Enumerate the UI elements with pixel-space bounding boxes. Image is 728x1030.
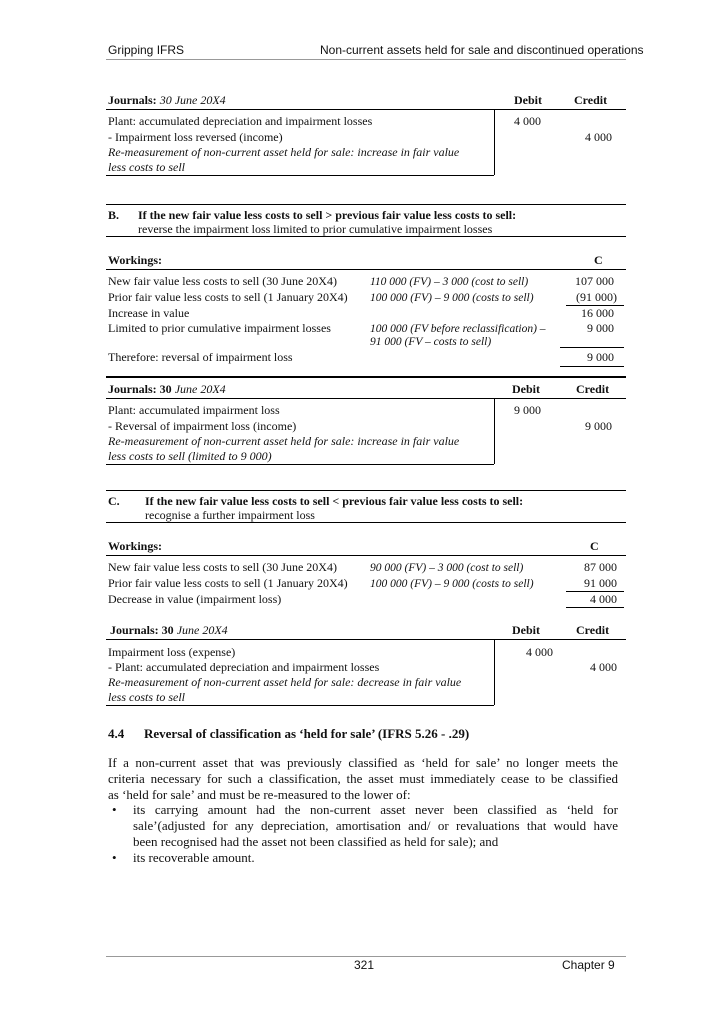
credit-header: Credit	[574, 93, 608, 107]
journal-line-credit-account: - Reversal of impairment loss (income)	[108, 419, 297, 433]
workings-header-rule	[106, 555, 626, 556]
journal-title-date: 30 June 20X4	[159, 93, 226, 107]
journal-line-debit-account: Plant: accumulated depreciation and impairment losses	[108, 114, 373, 128]
journal-title-label: Journals:	[108, 93, 157, 107]
workings-row-value: 9 000	[587, 321, 614, 335]
workings-row-calc: 90 000 (FV) – 3 000 (cost to sell)	[370, 562, 524, 574]
total-underline	[560, 366, 624, 367]
workings-row-label: Limited to prior cumulative impairment losses	[108, 321, 331, 335]
section-number: 4.4	[108, 726, 125, 741]
workings-row-calc: 100 000 (FV before reclassification) –	[370, 323, 546, 335]
section-b-subheading: reverse the impairment loss limited to prior cumulative impairment losses	[138, 222, 493, 236]
journal-title-label: Journals: 30	[108, 382, 172, 396]
credit-header: Credit	[576, 623, 610, 637]
header-chapter-title: Non-current assets held for sale and discontinued operations	[320, 43, 644, 57]
journal-bottom-rule	[106, 705, 494, 706]
journal-narration-line1: Re-measurement of non-current asset held for sale: increase in fair value	[108, 434, 460, 448]
workings-row-value: 9 000	[587, 350, 614, 364]
journal-title	[108, 382, 226, 397]
workings-label: Workings:	[108, 539, 163, 553]
workings-row-value: 107 000	[575, 274, 614, 288]
bullet-text: been recognised had the asset not been classified as held for sale); and	[133, 834, 499, 849]
journal-line-credit-amount: 4 000	[585, 130, 612, 144]
journal-header-rule	[106, 639, 626, 640]
journal-column-divider	[494, 109, 495, 175]
footer-chapter: Chapter 9	[562, 958, 615, 972]
section-b-heading: If the new fair value less costs to sell > previous fair value less costs to sell:	[138, 208, 517, 222]
workings-row-value: 91 000	[584, 576, 617, 590]
section-c-heading: If the new fair value less costs to sell < previous fair value less costs to sell:	[145, 494, 524, 508]
workings-column-c: C	[594, 253, 603, 267]
workings-row-calc: 100 000 (FV) – 9 000 (costs to sell)	[370, 292, 534, 304]
workings-row-label: Prior fair value less costs to sell (1 January 20X4)	[108, 576, 348, 590]
journal-narration-line2: less costs to sell (limited to 9 000)	[108, 449, 272, 463]
credit-header: Credit	[576, 382, 610, 396]
journal-line-debit-account: Plant: accumulated impairment loss	[108, 403, 280, 417]
workings-row-calc: 100 000 (FV) – 9 000 (costs to sell)	[370, 578, 534, 590]
workings-row-label: Decrease in value (impairment loss)	[108, 592, 282, 606]
section-b-top-rule	[106, 204, 626, 205]
section-c-bottom-rule	[106, 522, 626, 523]
header-rule	[106, 59, 626, 60]
journal-line-debit-amount: 4 000	[526, 645, 553, 659]
bullet-text: its carrying amount had the non-current asset never been classified as ‘held for	[133, 802, 618, 817]
paragraph-line: criteria necessary for such a classification, the asset must immediately cease to be classified	[108, 771, 618, 786]
section-c-letter: C.	[108, 494, 120, 508]
paragraph-line: If a non-current asset that was previously classified as ‘held for sale’ no longer meets the	[108, 755, 618, 770]
journal-narration-line2: less costs to sell	[108, 160, 185, 174]
workings-label: Workings:	[108, 253, 163, 267]
journal-title-label: Journals: 30	[110, 623, 174, 637]
bullet-text: sale’(adjusted for any depreciation, amortisation and/ or revaluations that would have	[133, 818, 618, 833]
bullet-icon: •	[112, 802, 117, 817]
journal-column-divider	[494, 398, 495, 464]
journal-column-divider	[494, 639, 495, 705]
workings-row-label: Therefore: reversal of impairment loss	[108, 350, 293, 364]
journal-line-credit-amount: 9 000	[585, 419, 612, 433]
journal-line-debit-amount: 9 000	[514, 403, 541, 417]
journal-b-top-rule	[106, 376, 626, 378]
workings-row-calc-cont: 91 000 (FV – costs to sell)	[370, 336, 492, 348]
section-c-top-rule	[106, 490, 626, 491]
footer-rule	[106, 956, 626, 957]
page-number: 321	[354, 958, 375, 972]
workings-header-rule	[106, 269, 626, 270]
journal-line-debit-amount: 4 000	[514, 114, 541, 128]
workings-row-label: New fair value less costs to sell (30 June 20X4)	[108, 274, 337, 288]
total-underline	[566, 607, 624, 608]
workings-row-value: (91 000)	[576, 290, 617, 304]
section-c-subheading: recognise a further impairment loss	[145, 508, 315, 522]
workings-row-value: 87 000	[584, 560, 617, 574]
journal-header-rule	[106, 398, 626, 399]
journal-header-rule	[106, 109, 626, 110]
journal-line-debit-account: Impairment loss (expense)	[108, 645, 236, 659]
workings-row-label: New fair value less costs to sell (30 June 20X4)	[108, 560, 337, 574]
workings-row-value: 4 000	[590, 592, 617, 606]
journal-title	[108, 93, 226, 108]
section-b-letter: B.	[108, 208, 120, 222]
header-title: Gripping IFRS	[108, 43, 185, 57]
bullet-text: its recoverable amount.	[133, 850, 255, 865]
section-b-bottom-rule	[106, 236, 626, 237]
bullet-icon: •	[112, 850, 117, 865]
workings-column-c: C	[590, 539, 599, 553]
journal-line-credit-account: - Impairment loss reversed (income)	[108, 130, 283, 144]
debit-header: Debit	[512, 382, 540, 396]
workings-row-calc: 110 000 (FV) – 3 000 (cost to sell)	[370, 276, 529, 288]
debit-header: Debit	[514, 93, 542, 107]
journal-narration-line1: Re-measurement of non-current asset held for sale: decrease in fair value	[108, 675, 462, 689]
section-title: Reversal of classification as ‘held for sale’ (IFRS 5.26 - .29)	[144, 726, 470, 741]
journal-line-credit-account: - Plant: accumulated depreciation and impairment losses	[108, 660, 380, 674]
journal-bottom-rule	[106, 175, 494, 176]
workings-row-label: Prior fair value less costs to sell (1 January 20X4)	[108, 290, 348, 304]
journal-bottom-rule	[106, 464, 494, 465]
journal-title	[110, 623, 228, 638]
journal-narration-line1: Re-measurement of non-current asset held for sale: increase in fair value	[108, 145, 460, 159]
workings-row-label: Increase in value	[108, 306, 190, 320]
journal-title-date: June 20X4	[176, 623, 228, 637]
debit-header: Debit	[512, 623, 540, 637]
journal-line-credit-amount: 4 000	[590, 660, 617, 674]
workings-row-value: 16 000	[581, 306, 614, 320]
paragraph-line: as ‘held for sale’ and must be re-measured to the lower of:	[108, 787, 411, 802]
total-rule	[560, 347, 624, 348]
journal-title-date: June 20X4	[174, 382, 226, 396]
journal-narration-line2: less costs to sell	[108, 690, 185, 704]
